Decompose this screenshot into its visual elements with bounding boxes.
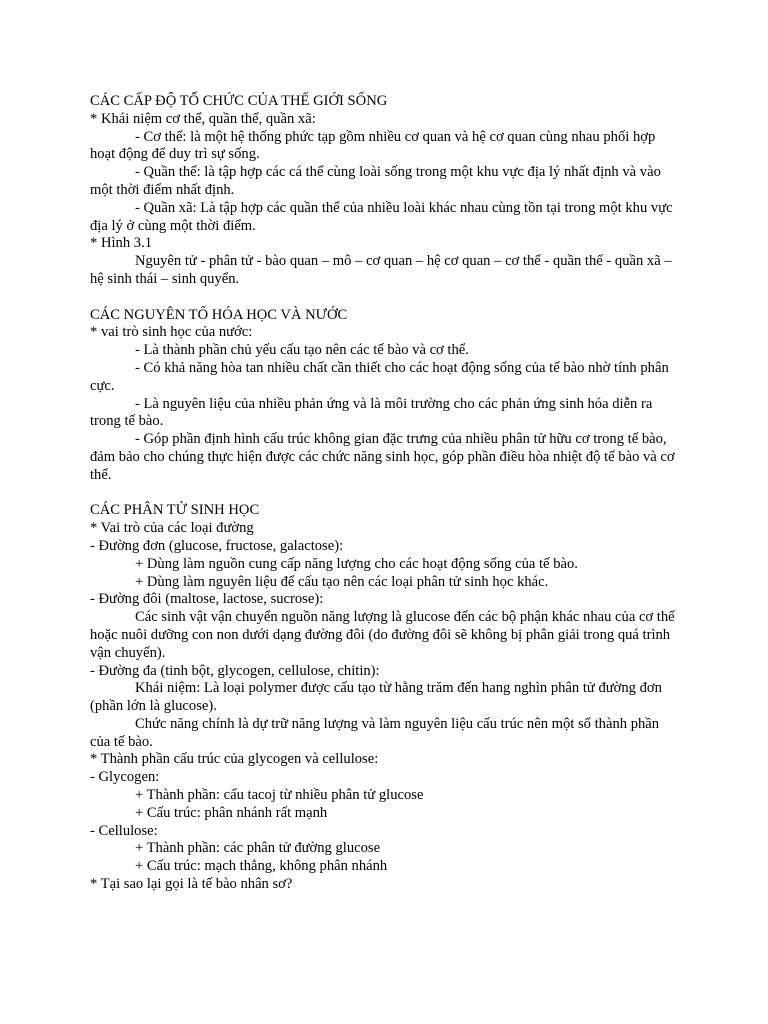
- blank-line: [90, 485, 675, 503]
- blank-line: [90, 289, 675, 307]
- paragraph: - Đường đơn (glucose, fructose, galactose):: [90, 537, 344, 554]
- paragraph: + Dùng làm nguồn cung cấp năng lượng cho các hoạt động sống của tế bào.: [135, 555, 578, 572]
- paragraph: - Là nguyên liệu của nhiều phản ứng và là môi trường cho các phản ứng sinh hóa diễn ra trong tế bào.: [90, 395, 653, 430]
- paragraph: + Thành phần: cấu tacoj từ nhiều phân tử glucose: [135, 787, 424, 804]
- paragraph: - Quần xã: Là tập hợp các quần thể của nhiều loài khác nhau cùng tồn tại trong một khu vực địa lý ở cùng một thời điểm.: [90, 199, 673, 234]
- section-chemical-elements-water: [90, 307, 675, 485]
- document-body: [90, 93, 675, 894]
- paragraph: Khái niệm: Là loại polymer được cấu tạo từ hằng trăm đến hang nghìn phân tử đường đơn (phần lớn là glucose).: [90, 680, 662, 715]
- paragraph: * Vai trò của các loại đường: [90, 520, 254, 537]
- section-levels-of-organization: [90, 93, 675, 289]
- paragraph: + Thành phần: các phân tử đường glucose: [135, 840, 381, 857]
- paragraph: * Thành phần cấu trúc của glycogen và cellulose:: [90, 751, 379, 768]
- section-heading: CÁC CẤP ĐỘ TỔ CHỨC CỦA THẾ GIỚI SỐNG: [90, 93, 388, 109]
- paragraph: * Khái niệm cơ thể, quần thể, quần xã:: [90, 110, 316, 127]
- paragraph: + Cấu trúc: phân nhánh rất mạnh: [135, 804, 328, 821]
- paragraph: - Đường đa (tinh bột, glycogen, cellulose, chitin):: [90, 662, 380, 679]
- paragraph: - Cellulose:: [90, 822, 158, 839]
- section-heading: CÁC NGUYÊN TỐ HÓA HỌC VÀ NƯỚC: [90, 306, 348, 323]
- paragraph: - Quần thể: là tập hợp các cá thể cùng loài sống trong một khu vực địa lý nhất định và vào một thời điểm nhất định.: [90, 164, 661, 198]
- paragraph: Chức năng chính là dự trữ năng lượng và làm nguyên liệu cấu trúc nên một số thành phần của tế bào.: [90, 715, 660, 750]
- section-biological-molecules: [90, 502, 675, 894]
- paragraph: - Có khả năng hòa tan nhiều chất cần thiết cho các hoạt động sống của tế bào nhờ tính phân cực.: [90, 359, 669, 394]
- paragraph: * Tại sao lại gọi là tế bào nhân sơ?: [90, 876, 293, 893]
- paragraph: - Glycogen:: [90, 769, 160, 786]
- paragraph: + Dùng làm nguyên liệu để cấu tạo nên các loại phân tử sinh học khác.: [135, 573, 549, 590]
- section-heading: CÁC PHÂN TỬ SINH HỌC: [90, 502, 260, 519]
- paragraph: - Đường đôi (maltose, lactose, sucrose):: [90, 591, 324, 608]
- paragraph: Các sinh vật vận chuyển nguồn năng lượng là glucose đến các bộ phận khác nhau của cơ thể hoặc nuôi dưỡng con non dưới dạng đường đôi (do đường đôi sẽ không bị phân giải trong quá trình vận chuyển).: [90, 609, 675, 661]
- paragraph: * Hình 3.1: [90, 235, 153, 252]
- paragraph: * vai trò sinh học của nước:: [90, 324, 253, 341]
- paragraph: - Góp phần định hình cấu trúc không gian đặc trưng của nhiều phân tử hữu cơ trong tế bào, đảm bảo cho chúng thực hiện được các chức năng sinh học, góp phần điều hòa nhiệt độ tế bào và cơ thể.: [90, 431, 675, 483]
- paragraph: + Cấu trúc: mạch thẳng, không phân nhánh: [135, 858, 388, 875]
- paragraph: Nguyên tử - phân tử - bào quan – mô – cơ quan – hệ cơ quan – cơ thể - quần thể - quần xã – hệ sinh thái – sinh quyển.: [90, 253, 672, 287]
- paragraph: - Cơ thể: là một hệ thống phức tạp gồm nhiều cơ quan và hệ cơ quan cùng nhau phối hợp hoạt động để duy trì sự sống.: [90, 128, 656, 163]
- paragraph: - Là thành phần chủ yếu cấu tạo nên các tế bào và cơ thể.: [135, 342, 469, 359]
